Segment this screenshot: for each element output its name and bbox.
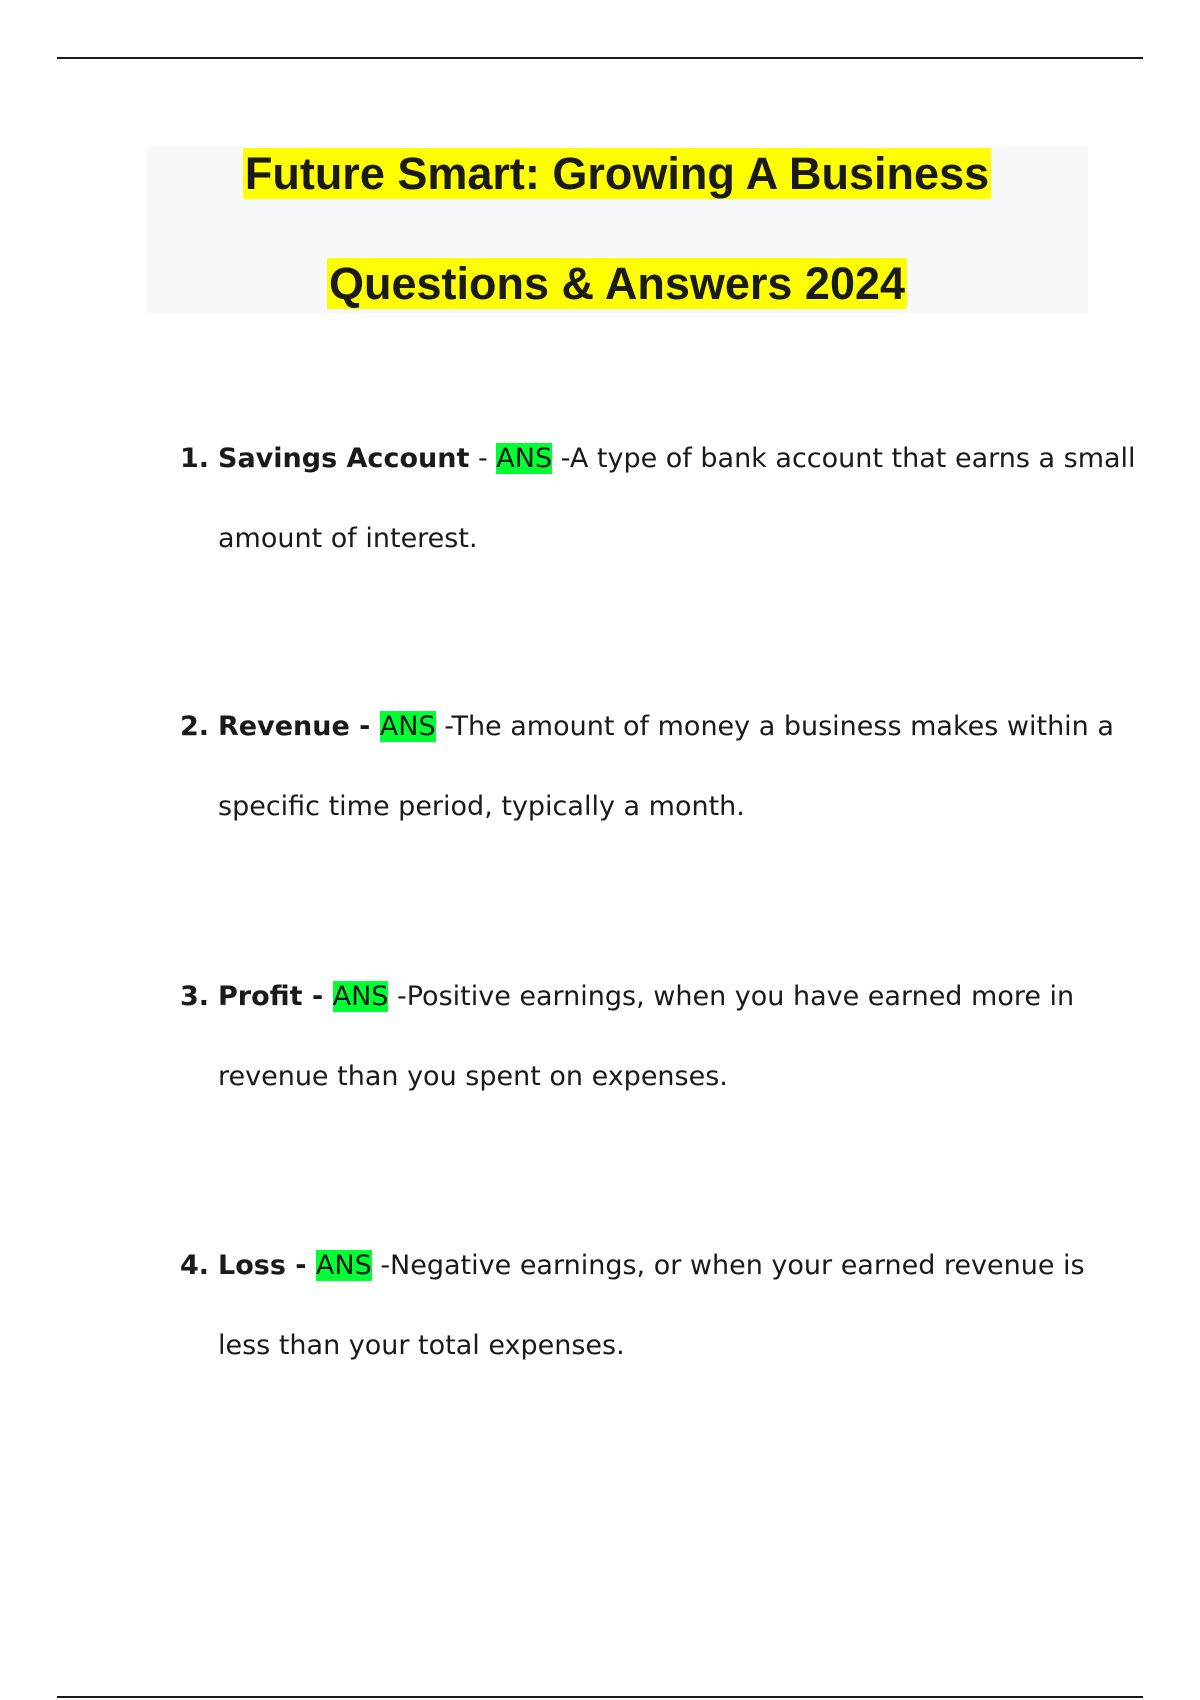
qa-line-2: revenue than you spent on expenses. bbox=[218, 1061, 728, 1092]
ans-badge: ANS bbox=[496, 443, 553, 474]
qa-body bbox=[218, 957, 1078, 1117]
qa-line-1 bbox=[218, 419, 1136, 499]
title-line-2 bbox=[146, 256, 1088, 312]
qa-term: Loss bbox=[218, 1250, 286, 1281]
qa-item-2 bbox=[180, 687, 1114, 847]
qa-answer-text: -Negative earnings, or when your earned revenue is bbox=[371, 1250, 1085, 1281]
title-block bbox=[146, 146, 1088, 313]
qa-number: 4. bbox=[180, 1250, 210, 1281]
qa-body bbox=[218, 687, 1114, 847]
qa-number: 1. bbox=[180, 443, 210, 474]
qa-separator: - bbox=[302, 981, 333, 1012]
qa-separator: - bbox=[349, 711, 380, 742]
title-highlight-1: Future Smart: Growing A Business bbox=[244, 148, 990, 199]
qa-body bbox=[218, 419, 1136, 579]
qa-number: 2. bbox=[180, 711, 210, 742]
top-rule bbox=[57, 57, 1143, 59]
qa-line-1 bbox=[218, 687, 1114, 767]
ans-badge: ANS bbox=[332, 981, 389, 1012]
bottom-rule bbox=[57, 1696, 1143, 1698]
qa-item-3 bbox=[180, 957, 1080, 1117]
qa-term: Savings Account bbox=[218, 443, 470, 474]
qa-item-4 bbox=[180, 1226, 1085, 1386]
qa-separator: - bbox=[285, 1250, 316, 1281]
qa-item-1 bbox=[180, 419, 1136, 579]
qa-body bbox=[218, 1226, 1085, 1386]
title-line-1 bbox=[146, 146, 1088, 202]
qa-number: 3. bbox=[180, 981, 210, 1012]
ans-badge: ANS bbox=[315, 1250, 372, 1281]
qa-term: Revenue bbox=[218, 711, 350, 742]
qa-term: Profit bbox=[218, 981, 303, 1012]
qa-line-2: specific time period, typically a month. bbox=[218, 791, 745, 822]
qa-separator: - bbox=[469, 443, 497, 474]
qa-answer-text: -The amount of money a business makes within a bbox=[435, 711, 1114, 742]
ans-badge: ANS bbox=[379, 711, 436, 742]
qa-line-2: less than your total expenses. bbox=[218, 1330, 625, 1361]
qa-answer-text: -Positive earnings, when you have earned more in bbox=[388, 981, 1075, 1012]
qa-line-1 bbox=[218, 1226, 1085, 1306]
qa-answer-text: -A type of bank account that earns a small bbox=[552, 443, 1136, 474]
qa-line-2: amount of interest. bbox=[218, 523, 478, 554]
title-highlight-2: Questions & Answers 2024 bbox=[328, 258, 906, 309]
qa-line-1 bbox=[218, 957, 1078, 1037]
